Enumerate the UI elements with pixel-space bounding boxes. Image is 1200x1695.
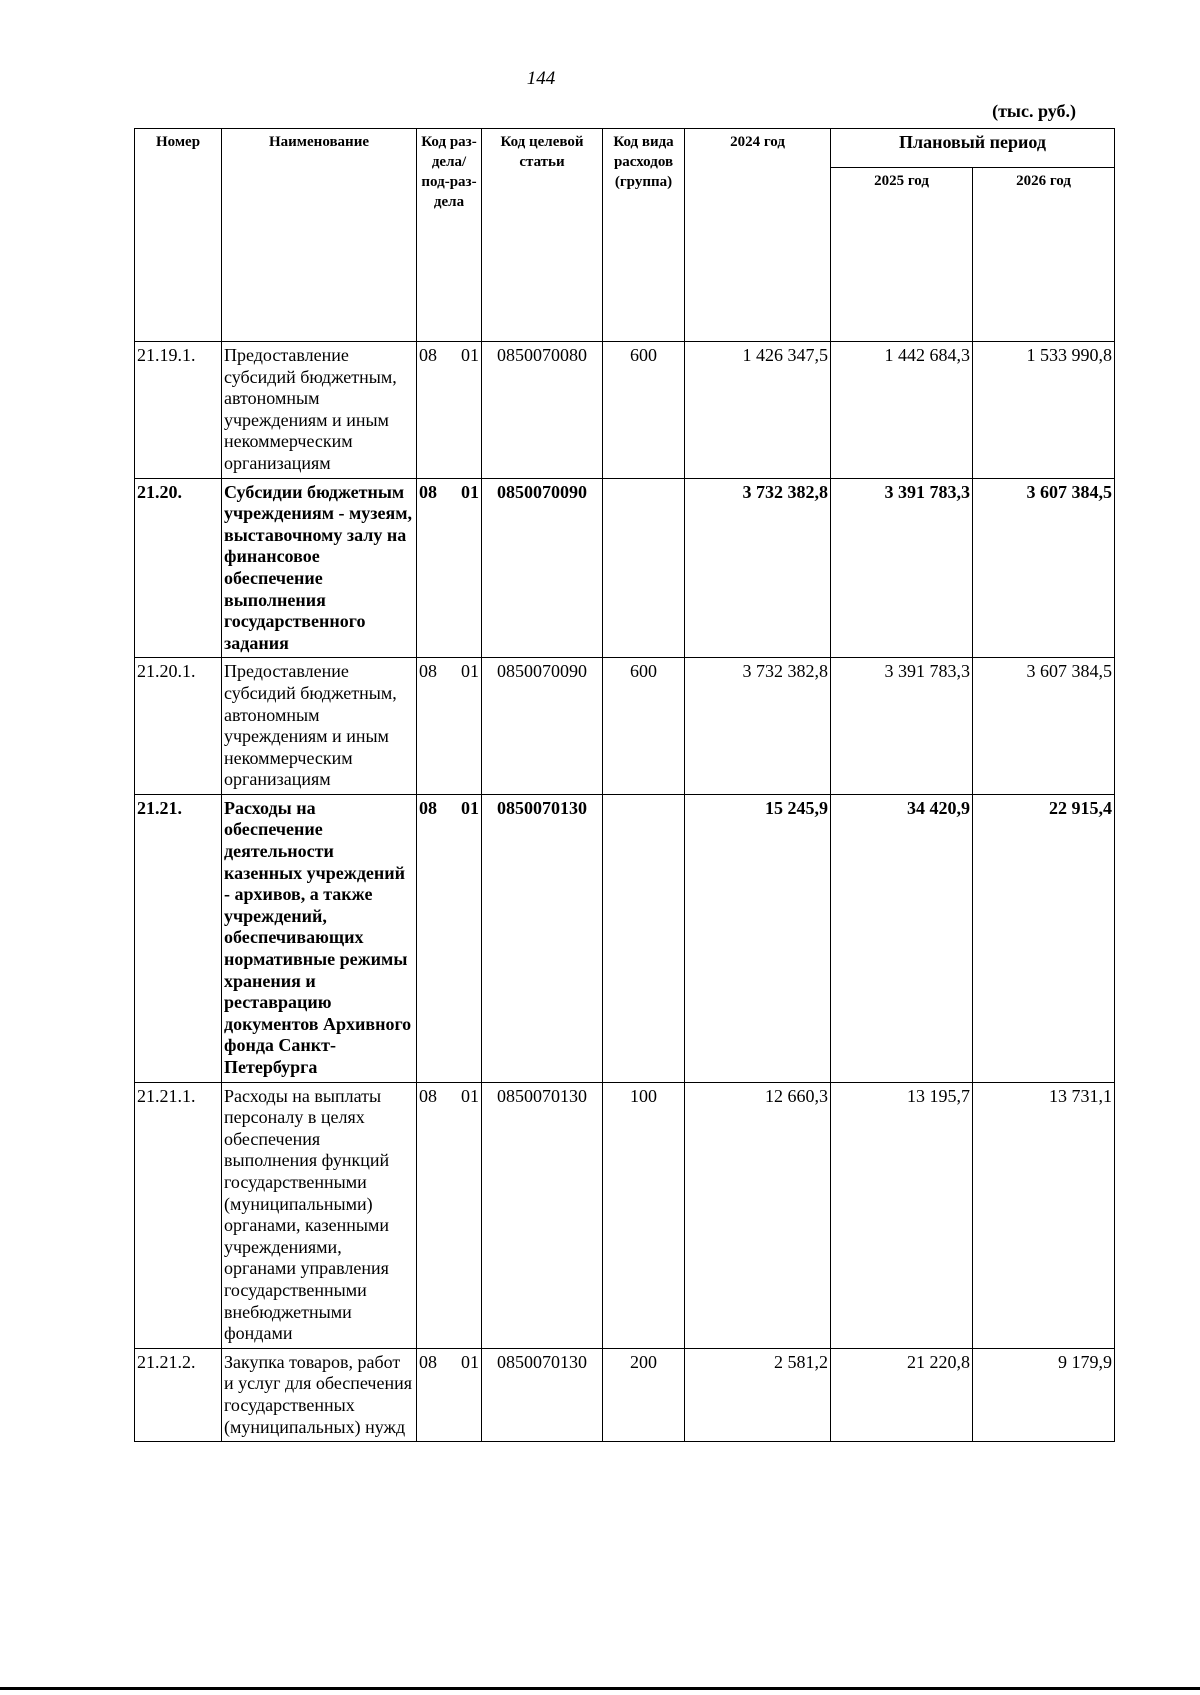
page-number: 144	[526, 68, 556, 89]
row-section: 08	[419, 661, 437, 682]
row-section: 08	[419, 797, 437, 818]
table-row	[135, 1348, 1115, 1441]
row-target-code: 0850070130	[482, 1082, 603, 1348]
row-amount-2025: 21 220,8	[831, 1348, 973, 1441]
row-subsection: 01	[461, 481, 479, 502]
row-name: Предоставление субсидий бюджетным, автономным учреждениям и иным некоммерческим организациям	[222, 342, 417, 479]
row-amount-2026: 3 607 384,5	[973, 478, 1115, 658]
row-number: 21.21.1.	[135, 1082, 222, 1348]
table-row	[135, 658, 1115, 795]
row-amount-2025: 3 391 783,3	[831, 658, 973, 795]
row-number: 21.19.1.	[135, 342, 222, 479]
row-target-code: 0850070080	[482, 342, 603, 479]
page-bottom-rule	[0, 1687, 1200, 1690]
row-name: Субсидии бюджетным учреждениям - музеям, выставочному залу на финансовое обеспечение выполнения государственного задания	[222, 478, 417, 658]
row-name: Предоставление субсидий бюджетным, автономным учреждениям и иным некоммерческим организациям	[222, 658, 417, 795]
header-number: Номер	[135, 129, 222, 342]
header-year-2024: 2024 год	[685, 129, 831, 342]
units-label: (тыс. руб.)	[992, 101, 1076, 121]
row-amount-2025: 13 195,7	[831, 1082, 973, 1348]
row-target-code: 0850070130	[482, 1348, 603, 1441]
row-number: 21.21.	[135, 794, 222, 1082]
row-section-code	[417, 1348, 482, 1441]
row-section: 08	[419, 345, 437, 365]
table-row	[135, 478, 1115, 658]
row-target-code: 0850070090	[482, 658, 603, 795]
row-amount-2025: 3 391 783,3	[831, 478, 973, 658]
row-target-code: 0850070130	[482, 794, 603, 1082]
row-target-code: 0850070090	[482, 478, 603, 658]
row-amount-2024: 1 426 347,5	[685, 342, 831, 479]
header-name: Наименование	[222, 129, 417, 342]
row-section-code	[417, 658, 482, 795]
row-amount-2024: 12 660,3	[685, 1082, 831, 1348]
row-amount-2024: 2 581,2	[685, 1348, 831, 1441]
row-number: 21.20.	[135, 478, 222, 658]
table-row	[135, 794, 1115, 1082]
row-name: Закупка товаров, работ и услуг для обеспечения государственных (муниципальных) нужд	[222, 1348, 417, 1441]
header-year-2025: 2025 год	[831, 168, 973, 342]
row-section-code	[417, 1082, 482, 1348]
budget-table	[134, 128, 1115, 1442]
row-name: Расходы на обеспечение деятельности казенных учреждений - архивов, а также учреждений, обеспечивающих нормативные режимы хранения и реставрацию документов Архивного фонда Санкт-Петербурга	[222, 794, 417, 1082]
table-row	[135, 1082, 1115, 1348]
row-amount-2024: 3 732 382,8	[685, 658, 831, 795]
row-amount-2026: 13 731,1	[973, 1082, 1115, 1348]
row-amount-2026: 1 533 990,8	[973, 342, 1115, 479]
row-amount-2025: 34 420,9	[831, 794, 973, 1082]
table-row	[135, 342, 1115, 479]
row-section: 08	[419, 1351, 437, 1372]
row-number: 21.20.1.	[135, 658, 222, 795]
header-section-code: Код раз-дела/ под-раз-дела	[417, 129, 482, 342]
row-number: 21.21.2.	[135, 1348, 222, 1441]
row-section-code	[417, 794, 482, 1082]
row-expense-type: 100	[603, 1082, 685, 1348]
header-expense-type: Код вида расходов (группа)	[603, 129, 685, 342]
row-name: Расходы на выплаты персоналу в целях обеспечения выполнения функций государственными (муниципальными) органами, казенными учреждениями, органами управления государственными внебюджетными фондами	[222, 1082, 417, 1348]
row-amount-2024: 3 732 382,8	[685, 478, 831, 658]
row-subsection: 01	[461, 661, 479, 682]
row-expense-type: 600	[603, 342, 685, 479]
row-expense-type: 600	[603, 658, 685, 795]
header-target-code: Код целевой статьи	[482, 129, 603, 342]
row-section: 08	[419, 481, 437, 502]
row-subsection: 01	[461, 345, 479, 365]
row-amount-2026: 9 179,9	[973, 1348, 1115, 1441]
header-row	[135, 129, 1115, 168]
row-amount-2024: 15 245,9	[685, 794, 831, 1082]
row-expense-type	[603, 478, 685, 658]
row-section-code	[417, 342, 482, 479]
row-amount-2026: 22 915,4	[973, 794, 1115, 1082]
row-amount-2026: 3 607 384,5	[973, 658, 1115, 795]
header-year-2026: 2026 год	[973, 168, 1115, 342]
row-expense-type	[603, 794, 685, 1082]
row-section-code	[417, 478, 482, 658]
row-amount-2025: 1 442 684,3	[831, 342, 973, 479]
header-planned-period: Плановый период	[831, 129, 1115, 168]
row-section: 08	[419, 1085, 437, 1106]
row-subsection: 01	[461, 797, 479, 818]
row-subsection: 01	[461, 1351, 479, 1372]
row-subsection: 01	[461, 1085, 479, 1106]
row-expense-type: 200	[603, 1348, 685, 1441]
